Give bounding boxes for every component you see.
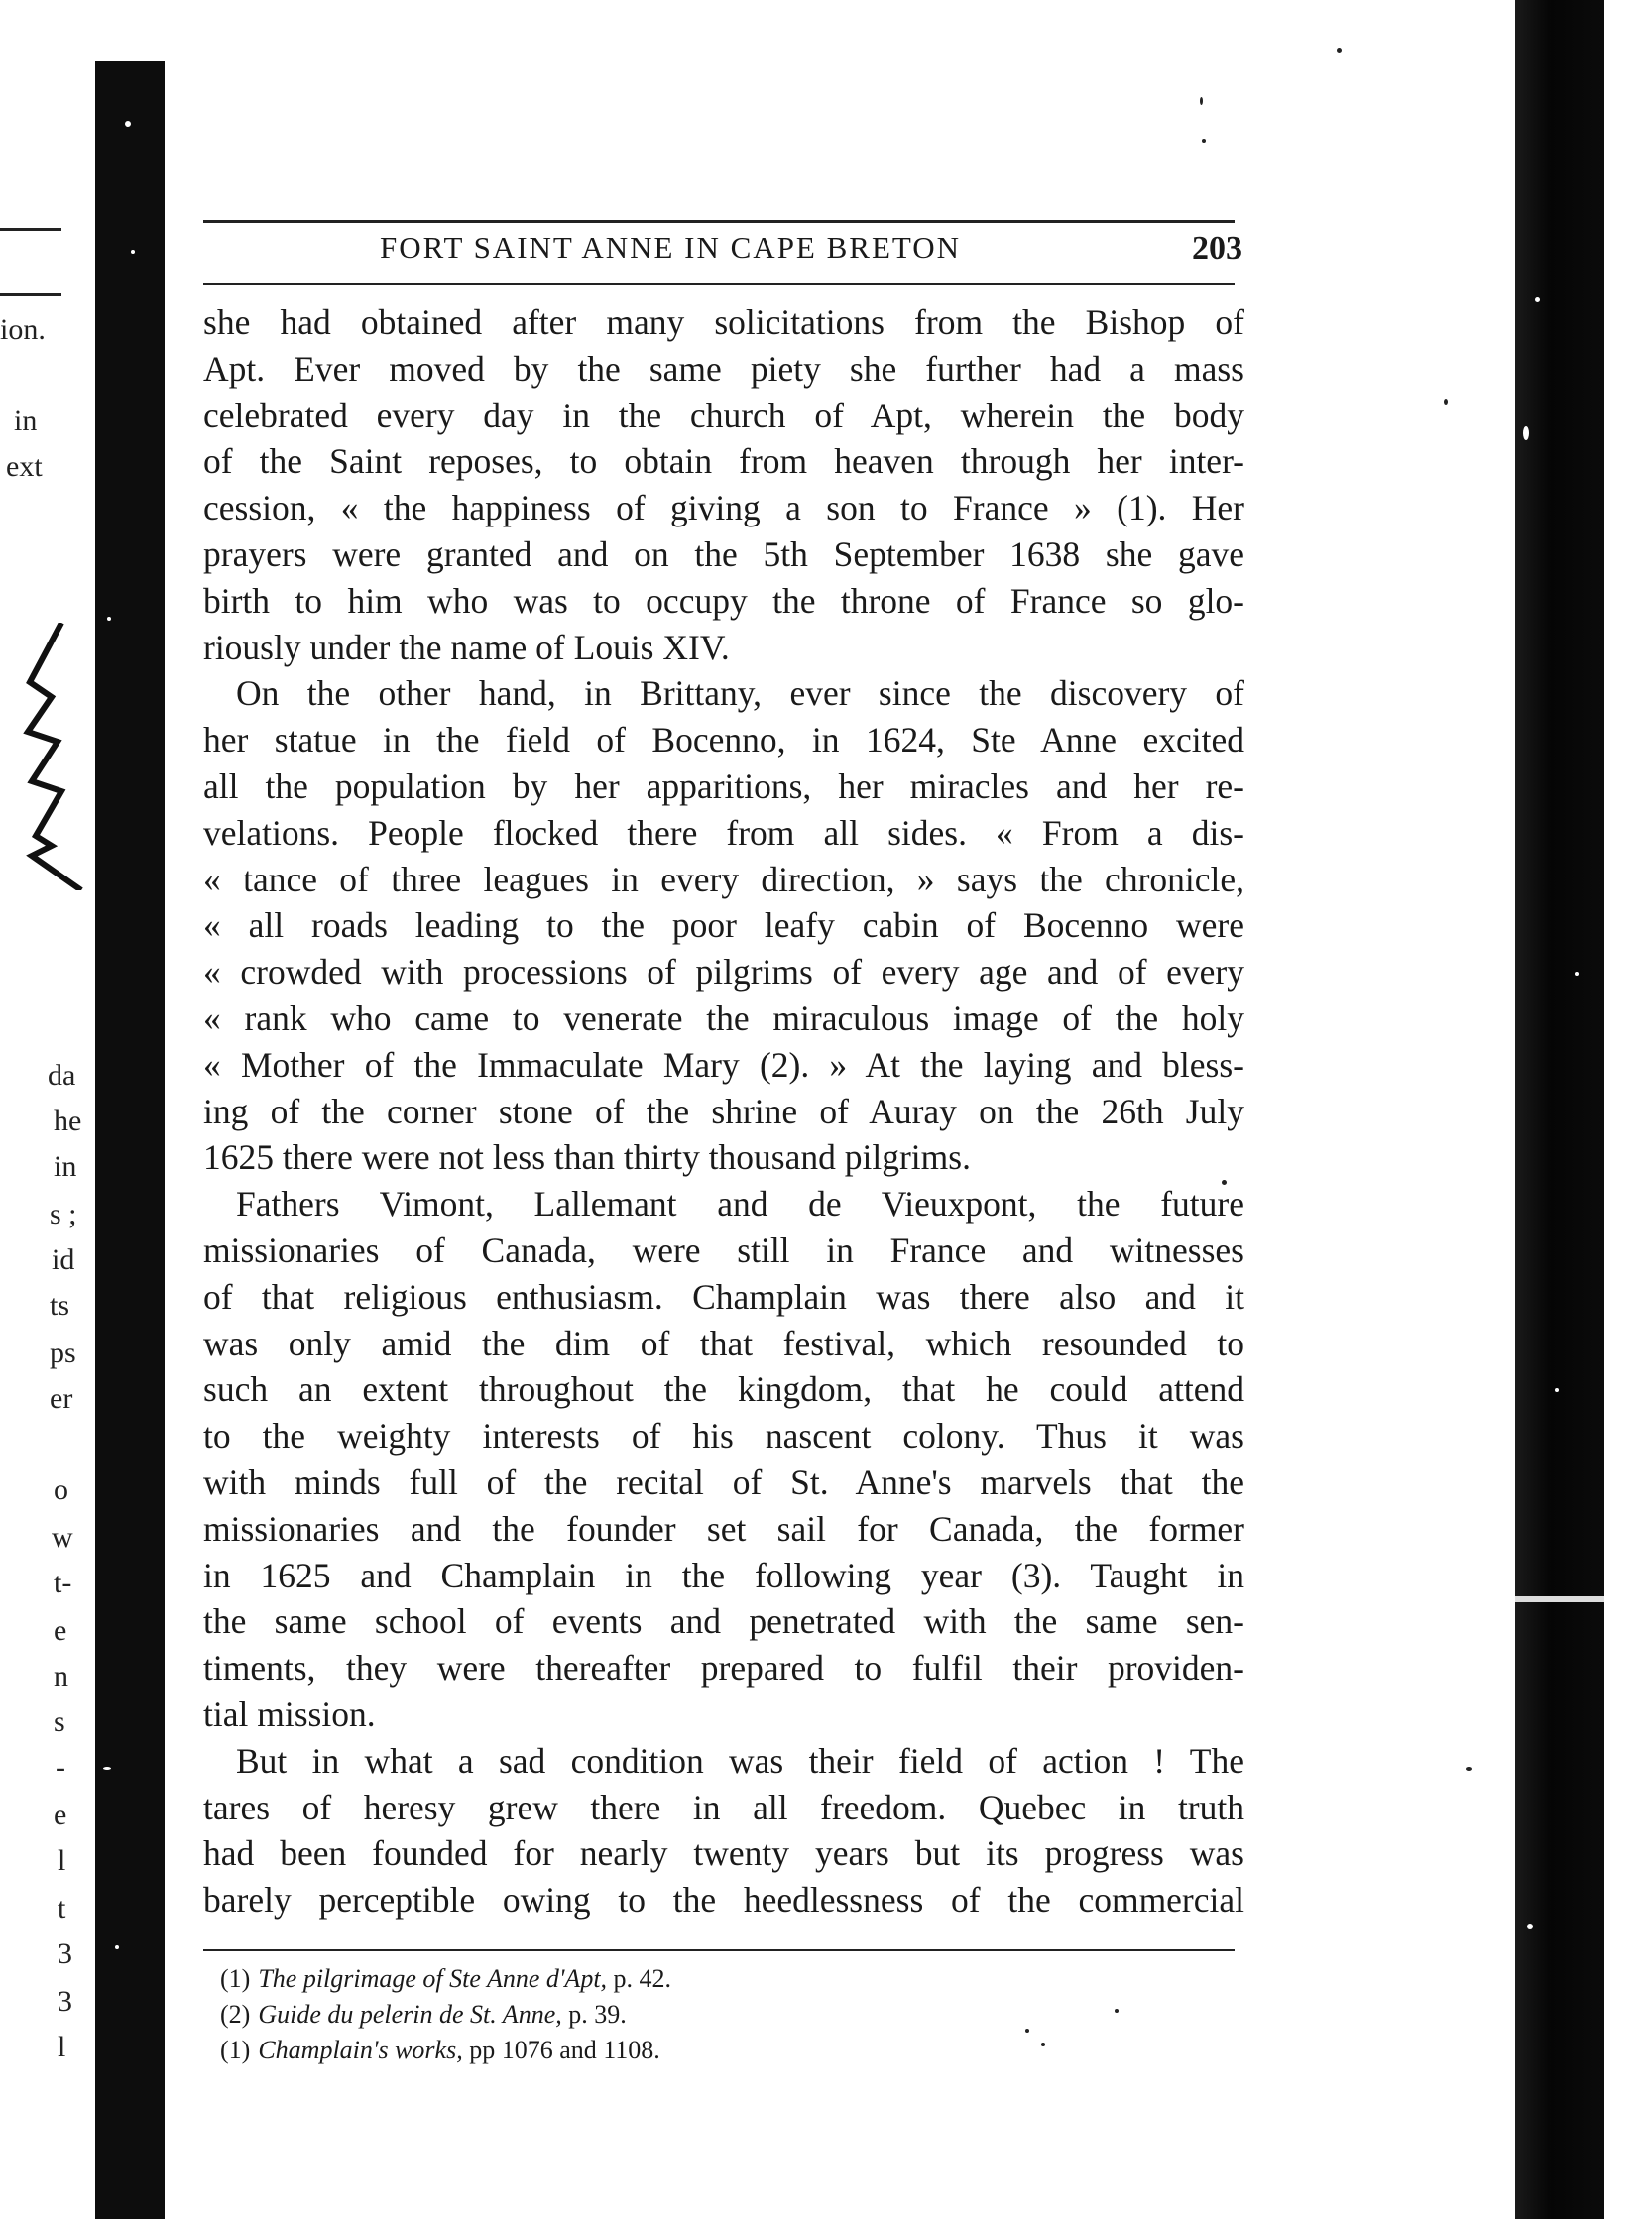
scan-speck <box>1200 97 1203 105</box>
margin-fragment: o <box>54 1473 68 1506</box>
footnote-title: Champlain's works, <box>258 2036 463 2064</box>
text-line: velations. People flocked there from all sides. « From a dis- <box>203 812 1244 853</box>
footnote-reference: pp 1076 and 1108. <box>462 2036 660 2064</box>
footnote-reference: p. 39. <box>561 2000 627 2029</box>
footnote-title: The pilgrimage of Ste Anne d'Apt, <box>258 1964 608 1993</box>
text-line: the same school of events and penetrated with the same sen- <box>203 1601 1244 1642</box>
text-line: Fathers Vimont, Lallemant and de Vieuxpont, the future <box>236 1184 1244 1225</box>
running-head <box>203 230 1242 270</box>
header-rule <box>203 283 1235 285</box>
text-line: « Mother of the Immaculate Mary (2). » At the laying and bless- <box>203 1044 1244 1085</box>
margin-fragment: ts <box>50 1289 70 1322</box>
text-line: timents, they were thereafter prepared to fulfil their providen- <box>203 1648 1244 1689</box>
page-number: 203 <box>1192 230 1242 267</box>
footnote <box>220 1961 1113 1997</box>
running-title: FORT SAINT ANNE IN CAPE BRETON <box>380 230 962 265</box>
margin-fragment: s <box>54 1705 65 1738</box>
margin-fragment: ext <box>6 450 43 483</box>
margin-fragment: 3 <box>58 1985 72 2018</box>
right-binding-shadow <box>1515 0 1604 2219</box>
header-rule <box>203 220 1235 223</box>
margin-fragment: 3 <box>58 1937 72 1970</box>
margin-fragment: n <box>54 1660 68 1693</box>
margin-fragment: er <box>50 1382 73 1415</box>
text-line: she had obtained after many solicitations from the Bishop of <box>203 302 1244 342</box>
margin-fragment: l <box>58 1844 66 1877</box>
scan-speck <box>1466 1767 1472 1771</box>
text-line: missionaries of Canada, were still in France and witnesses <box>203 1229 1244 1270</box>
footnote-number: (1) <box>220 1964 251 1993</box>
text-line: barely perceptible owing to the heedlessness of the commercial <box>203 1880 1244 1921</box>
text-line: « tance of three leagues in every direction, » says the chronicle, <box>203 859 1244 899</box>
text-line: such an extent throughout the kingdom, that he could attend <box>203 1369 1244 1410</box>
footnote-title: Guide du pelerin de St. Anne, <box>258 2000 562 2029</box>
margin-ink-mark <box>22 623 83 890</box>
body-text <box>203 299 1244 1924</box>
scan-artifact-stripe <box>1515 1596 1604 1602</box>
text-line: of the Saint reposes, to obtain from heaven through her inter- <box>203 441 1244 482</box>
text-line: tial mission. <box>203 1693 376 1734</box>
text-line: prayers were granted and on the 5th September 1638 she gave <box>203 533 1244 574</box>
margin-rule <box>0 293 61 296</box>
margin-fragment: s ; <box>50 1198 77 1230</box>
scan-speck <box>1202 139 1206 143</box>
scan-speck <box>1444 399 1448 405</box>
margin-rule <box>0 228 61 231</box>
text-line: was only amid the dim of that festival, which resounded to <box>203 1323 1244 1363</box>
text-line: of that religious enthusiasm. Champlain was there also and it <box>203 1276 1244 1317</box>
margin-fragment: t- <box>54 1567 72 1599</box>
text-line: birth to him who was to occupy the throne of France so glo- <box>203 580 1244 621</box>
footnote <box>220 2033 1113 2068</box>
margin-fragment: in <box>14 405 38 437</box>
text-line: 1625 there were not less than thirty thousand pilgrims. <box>203 1137 971 1178</box>
margin-fragment: he <box>54 1105 82 1137</box>
left-margin-bleed <box>0 0 95 2219</box>
text-line: tares of heresy grew there in all freedom. Quebec in truth <box>203 1787 1244 1827</box>
left-binding-shadow <box>95 61 165 2219</box>
margin-fragment: da <box>48 1059 76 1092</box>
margin-fragment: e <box>54 1614 67 1647</box>
scan-speck <box>1337 48 1342 53</box>
text-line: « crowded with processions of pilgrims of every age and of every <box>203 952 1244 993</box>
margin-fragment: l <box>58 2031 66 2063</box>
text-line: riously under the name of Louis XIV. <box>203 627 730 667</box>
text-line: her statue in the field of Bocenno, in 1624, Ste Anne excited <box>203 720 1244 760</box>
margin-fragment: ps <box>50 1337 76 1369</box>
text-line: with minds full of the recital of St. Anne's marvels that the <box>203 1461 1244 1502</box>
text-line: « all roads leading to the poor leafy cabin of Bocenno were <box>203 905 1244 946</box>
footnote-reference: p. 42. <box>607 1964 672 1993</box>
footnote-rule <box>203 1949 1235 1951</box>
scan-speck <box>1115 2009 1119 2013</box>
text-line: « rank who came to venerate the miraculous image of the holy <box>203 997 1244 1038</box>
text-line: celebrated every day in the church of Apt, wherein the body <box>203 395 1244 435</box>
text-line: On the other hand, in Brittany, ever since the discovery of <box>236 673 1244 714</box>
text-line: But in what a sad condition was their field of action ! The <box>236 1740 1244 1781</box>
text-line: missionaries and the founder set sail for Canada, the former <box>203 1508 1244 1549</box>
footnote-number: (1) <box>220 2036 251 2064</box>
footnotes <box>220 1961 1113 2068</box>
margin-fragment: - <box>56 1751 65 1784</box>
margin-fragment: ion. <box>0 313 46 346</box>
margin-fragment: in <box>54 1150 77 1183</box>
text-line: Apt. Ever moved by the same piety she further had a mass <box>203 348 1244 389</box>
text-line: cession, « the happiness of giving a son to France » (1). Her <box>203 488 1244 528</box>
footnote <box>220 1997 1113 2033</box>
footnote-number: (2) <box>220 2000 251 2029</box>
margin-fragment: e <box>54 1799 67 1831</box>
text-line: all the population by her apparitions, her miracles and her re- <box>203 765 1244 806</box>
margin-fragment: w <box>52 1521 73 1554</box>
text-line: in 1625 and Champlain in the following year (3). Taught in <box>203 1555 1244 1595</box>
text-line: ing of the corner stone of the shrine of Auray on the 26th July <box>203 1091 1244 1131</box>
margin-fragment: id <box>52 1243 75 1276</box>
text-line: to the weighty interests of his nascent colony. Thus it was <box>203 1416 1244 1457</box>
text-line: had been founded for nearly twenty years but its progress was <box>203 1833 1244 1874</box>
margin-fragment: t <box>58 1892 66 1925</box>
